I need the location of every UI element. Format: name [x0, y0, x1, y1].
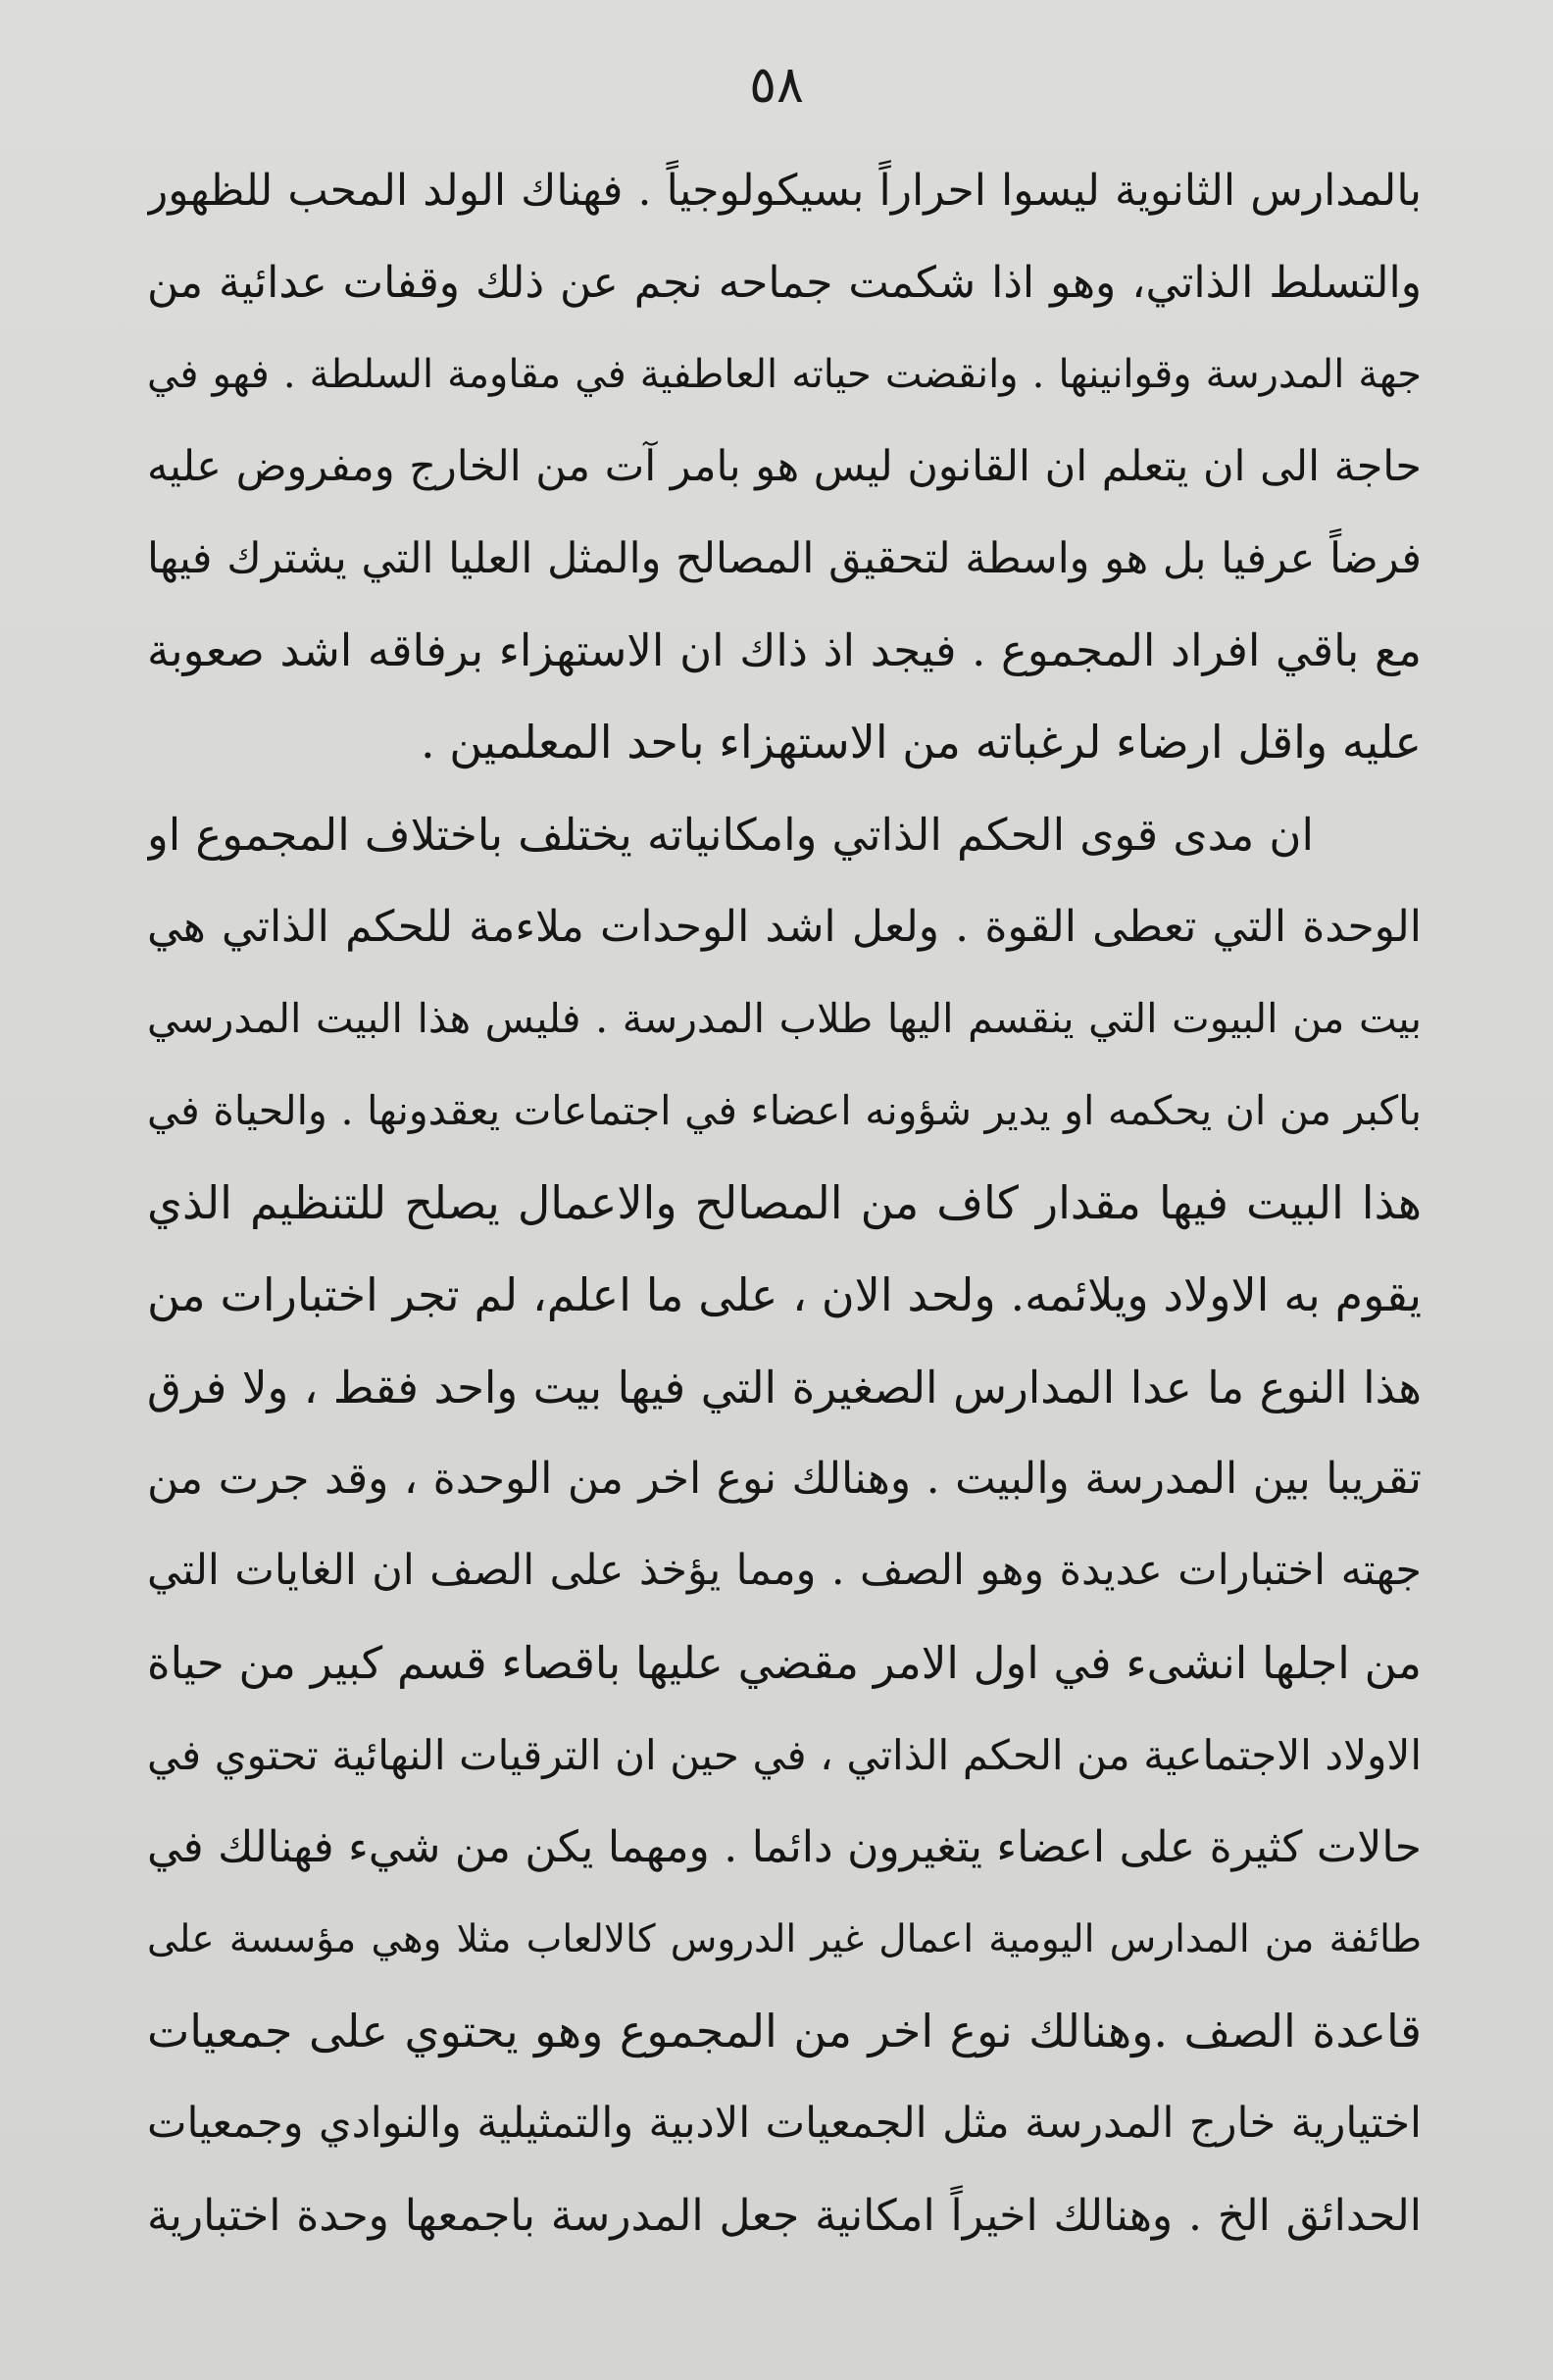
text-line: الاولاد الاجتماعية من الحكم الذاتي ، في حين ان الترقيات النهائية تحتوي في — [147, 1731, 1422, 1780]
text-line: حالات كثيرة على اعضاء يتغيرون دائما . ومهما يكن من شيء فهنالك في — [147, 1822, 1422, 1873]
text-line: باكبر من ان يحكمه او يدير شؤونه اعضاء في اجتماعات يعقدونها . والحياة في — [147, 1086, 1422, 1134]
text-line: قاعدة الصف .وهنالك نوع اخر من المجموع وهو يحتوي على جمعيات — [147, 2004, 1422, 2058]
text-line: ان مدى قوى الحكم الذاتي وامكانياته يختلف باختلاف المجموع او — [147, 809, 1314, 862]
text-line: مع باقي افراد المجموع . فيجد اذ ذاك ان الاستهزاء برفاقه اشد صعوبة — [147, 624, 1422, 677]
text-line: فرضاً عرفيا بل هو واسطة لتحقيق المصالح والمثل العليا التي يشترك فيها — [147, 533, 1422, 583]
text-line: بالمدارس الثانوية ليسوا احراراً بسيكولوجياً . فهناك الولد المحب للظهور — [147, 166, 1422, 216]
text-line: بيت من البيوت التي ينقسم اليها طلاب المدرسة . فليس هذا البيت المدرسي — [147, 995, 1422, 1043]
text-line: من اجلها انشىء في اول الامر مقضي عليها باقصاء قسم كبير من حياة — [147, 1637, 1422, 1690]
text-line: يقوم به الاولاد ويلائمه. ولحد الان ، على ما اعلم، لم تجر اختبارات من — [147, 1267, 1422, 1321]
text-line: جهة المدرسة وقوانينها . وانقضت حياته العاطفية في مقاومة السلطة . فهو في — [147, 351, 1422, 397]
text-line: طائفة من المدارس اليومية اعمال غير الدروس كالالعاب مثلا وهي مؤسسة على — [147, 1916, 1422, 1961]
body-text — [147, 145, 1422, 2261]
text-line: تقريبا بين المدرسة والبيت . وهنالك نوع اخر من الوحدة ، وقد جرت من — [147, 1454, 1422, 1505]
text-line: والتسلط الذاتي، وهو اذا شكمت جماحه نجم عن ذلك وقفات عدائية من — [147, 257, 1422, 308]
text-line: هذا النوع ما عدا المدارس الصغيرة التي فيها بيت واحد فقط ، ولا فرق — [147, 1361, 1422, 1413]
text-line: هذا البيت فيها مقدار كاف من المصالح والاعمال يصلح للتنظيم الذي — [147, 1175, 1422, 1229]
text-line: جهته اختبارات عديدة وهو الصف . ومما يؤخذ على الصف ان الغايات التي — [147, 1546, 1422, 1596]
text-line: حاجة الى ان يتعلم ان القانون ليس هو بامر آت من الخارج ومفروض عليه — [147, 441, 1422, 491]
text-line: اختيارية خارج المدرسة مثل الجمعيات الادبية والتمثيلية والنوادي وجمعيات — [147, 2098, 1422, 2148]
page-number: ٥٨ — [749, 56, 804, 115]
text-line: عليه واقل ارضاء لرغباته من الاستهزاء باحد المعلمين . — [421, 716, 1422, 769]
text-line: الوحدة التي تعطى القوة . ولعل اشد الوحدات ملاءمة للحكم الذاتي هي — [147, 902, 1422, 953]
text-line: الحدائق الخ . وهنالك اخيراً امكانية جعل المدرسة باجمعها وحدة اختبارية — [147, 2190, 1422, 2241]
